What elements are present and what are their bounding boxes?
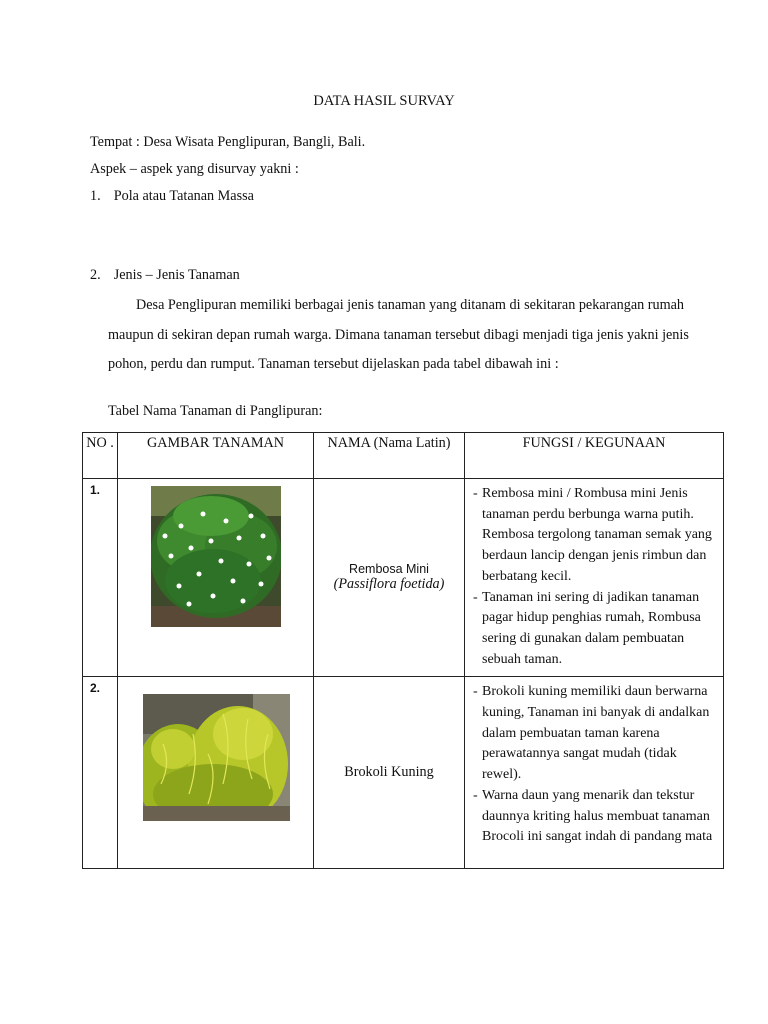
yellow-broccoli-shrub-photo: [143, 694, 290, 821]
white-flower-shrub-photo: [151, 486, 281, 627]
list-item: [90, 188, 254, 205]
plant-function-cell: [465, 479, 724, 677]
aspects-intro: Aspek – aspek yang disurvay yakni :: [90, 161, 299, 177]
list-item: [90, 267, 240, 284]
function-item: - Rembosa mini / Rombusa mini Jenis tanaman perdu berbunga warna putih. Rembosa tergolong tanaman semak yang berdaun lancip dengan jenis rimbun dan berbatang kecil.: [473, 484, 717, 588]
plant-name: Rembosa Mini: [349, 562, 429, 577]
description-paragraph: [108, 291, 693, 380]
row-number: 1.: [83, 479, 118, 677]
plant-image-cell: [118, 479, 314, 677]
plant-image-cell: [118, 677, 314, 869]
header-no: NO .: [83, 433, 118, 479]
plant-latin-name: (Passiflora foetida): [333, 576, 445, 593]
function-item: - Warna daun yang menarik dan tekstur daunnya kriting halus membuat tanaman Brocoli ini sangat indah di pandang mata: [473, 786, 717, 848]
table-row: [83, 677, 724, 869]
list-number: 1.: [90, 188, 101, 204]
list-text: Jenis – Jenis Tanaman: [113, 267, 240, 283]
header-image: GAMBAR TANAMAN: [118, 433, 314, 479]
table-row: [83, 479, 724, 677]
place-line: Tempat : Desa Wisata Penglipuran, Bangli, Bali.: [90, 134, 366, 150]
function-item: - Tanaman ini sering di jadikan tanaman pagar hidup penghias rumah, Rombusa sering di gunakan dalam pembuatan sebuah taman.: [473, 588, 717, 671]
list-number: 2.: [90, 267, 101, 283]
list-text: Pola atau Tatanan Massa: [113, 188, 254, 204]
plants-table: [82, 432, 724, 869]
row-number: 2.: [83, 677, 118, 869]
page-title: DATA HASIL SURVAY: [313, 93, 455, 109]
plant-name-cell: [314, 677, 465, 869]
header-name: NAMA (Nama Latin): [314, 433, 465, 479]
table-header-row: [83, 433, 724, 479]
table-caption: Tabel Nama Tanaman di Panglipuran:: [108, 403, 323, 419]
header-function: FUNGSI / KEGUNAAN: [465, 433, 724, 479]
plant-name-cell: [314, 479, 465, 677]
plant-function-cell: [465, 677, 724, 869]
plant-name: Brokoli Kuning: [344, 764, 434, 781]
function-item: - Brokoli kuning memiliki daun berwarna kuning, Tanaman ini banyak di andalkan dalam pembuatan taman karena perawatannya sangat mudah (tidak rewel).: [473, 682, 717, 786]
paragraph-text: Desa Penglipuran memiliki berbagai jenis tanaman yang ditanam di sekitaran pekarangan rumah maupun di sekiran depan rumah warga. Dimana tanaman tersebut dibagi menjadi tiga jenis yakni jenis pohon, perdu dan rumput. Tanaman tersebut dijelaskan pada tabel dibawah ini :: [108, 297, 689, 372]
